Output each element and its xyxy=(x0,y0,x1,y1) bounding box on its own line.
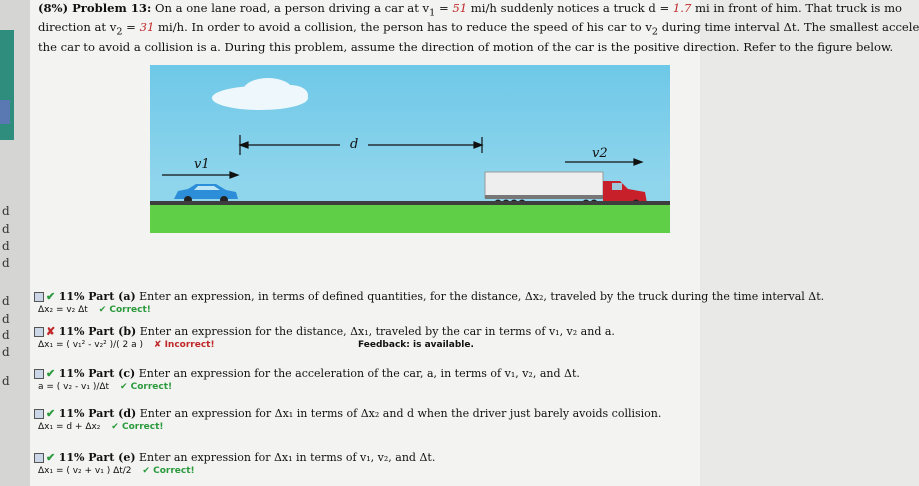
subscript: 1 xyxy=(429,7,436,19)
part-c xyxy=(34,367,580,392)
v1-label: v1 xyxy=(194,157,210,172)
strip-letter: d xyxy=(2,222,10,236)
part-title: 11% Part (e) xyxy=(58,451,136,464)
part-answer: Δx₁ = ( v₂ + v₁ ) Δt/2 xyxy=(38,466,132,476)
v1-value: 51 xyxy=(452,1,468,15)
status-badge: ✔ Correct! xyxy=(142,466,195,476)
problem-text: direction at v xyxy=(38,20,117,35)
equals: = xyxy=(122,20,140,35)
part-title: 11% Part (b) xyxy=(58,325,137,338)
check-icon: ✔ xyxy=(46,407,56,420)
part-answer: Δx₁ = d + Δx₂ xyxy=(38,422,101,432)
expand-box-icon[interactable] xyxy=(34,292,44,302)
background-blue-shape xyxy=(0,100,10,124)
distance-arrow xyxy=(240,135,482,155)
part-title: 11% Part (a) xyxy=(58,290,136,303)
part-title: 11% Part (c) xyxy=(58,367,136,380)
problem-text: mi/h. In order to avoid a collision, the person has to reduce the speed of his car to v xyxy=(154,20,652,35)
part-d xyxy=(34,407,661,432)
status-badge: ✔ Correct! xyxy=(111,422,164,432)
part-answer: a = ( v₂ - v₁ )/Δt xyxy=(38,382,110,392)
part-answer: Δx₁ = ( v₁² - v₂² )/( 2 a ) xyxy=(38,340,144,350)
status-badge: ✔ Correct! xyxy=(98,305,151,315)
status-badge: ✔ Correct! xyxy=(119,382,173,392)
x-icon: ✘ xyxy=(46,325,56,338)
feedback-link[interactable]: Feedback: is available. xyxy=(358,340,474,350)
equals: = xyxy=(435,1,453,15)
check-icon: ✔ xyxy=(46,290,56,303)
problem-text: mi in front of him. That truck is mo xyxy=(691,1,903,15)
problem-text: during time interval Δt. The smallest accele xyxy=(658,20,919,35)
check-icon: ✔ xyxy=(46,367,56,380)
problem-text: mi/h suddenly notices a truck d = xyxy=(467,1,673,15)
expand-box-icon[interactable] xyxy=(34,327,44,337)
problem-number: (8%) Problem 13: xyxy=(38,1,152,15)
part-question: Enter an expression, in terms of defined quantities, for the distance, Δx₂, traveled by the truck during the time interval Δt. xyxy=(135,290,825,303)
part-a xyxy=(34,290,824,315)
problem-text: the car to avoid a collision is a. During this problem, assume the direction of motion of the car is the positive direction. Refer to the figure below. xyxy=(38,39,894,54)
strip-letter: d xyxy=(2,374,10,388)
strip-letter: d xyxy=(2,204,10,218)
strip-letter: d xyxy=(2,345,10,359)
check-icon: ✔ xyxy=(46,451,56,464)
part-b xyxy=(34,325,615,350)
subscript: 2 xyxy=(651,26,659,38)
problem-statement xyxy=(38,1,919,55)
v2-label: v2 xyxy=(592,146,608,161)
d-value: 1.7 xyxy=(672,1,692,15)
d-label: d xyxy=(350,137,359,152)
problem-figure xyxy=(150,65,670,233)
part-answer: Δx₂ = v₂ Δt xyxy=(38,305,88,315)
grass xyxy=(150,205,670,233)
strip-letter: d xyxy=(2,328,10,342)
expand-box-icon[interactable] xyxy=(34,453,44,463)
background-strip xyxy=(0,0,30,486)
expand-box-icon[interactable] xyxy=(34,369,44,379)
part-question: Enter an expression for the distance, Δx₁, traveled by the car in terms of v₁, v₂ and a. xyxy=(136,325,615,338)
v2-value: 31 xyxy=(139,20,155,35)
strip-letter: d xyxy=(2,256,10,270)
part-e xyxy=(34,451,435,476)
part-question: Enter an expression for Δx₁ in terms of v₁, v₂, and Δt. xyxy=(135,451,436,464)
part-title: 11% Part (d) xyxy=(58,407,137,420)
strip-letter: d xyxy=(2,312,10,326)
part-question: Enter an expression for the acceleration of the car, a, in terms of v₁, v₂, and Δt. xyxy=(135,367,580,380)
status-badge: ✘ Incorrect! xyxy=(153,340,215,350)
problem-text: On a one lane road, a person driving a car at v xyxy=(151,1,430,15)
cloud-shape xyxy=(212,78,308,110)
v1-arrow xyxy=(162,172,238,178)
part-question: Enter an expression for Δx₁ in terms of Δx₂ and d when the driver just barely avoids collision. xyxy=(136,407,662,420)
strip-letter: d xyxy=(2,239,10,253)
expand-box-icon[interactable] xyxy=(34,409,44,419)
subscript: 2 xyxy=(116,26,123,38)
strip-letter: d xyxy=(2,294,10,308)
